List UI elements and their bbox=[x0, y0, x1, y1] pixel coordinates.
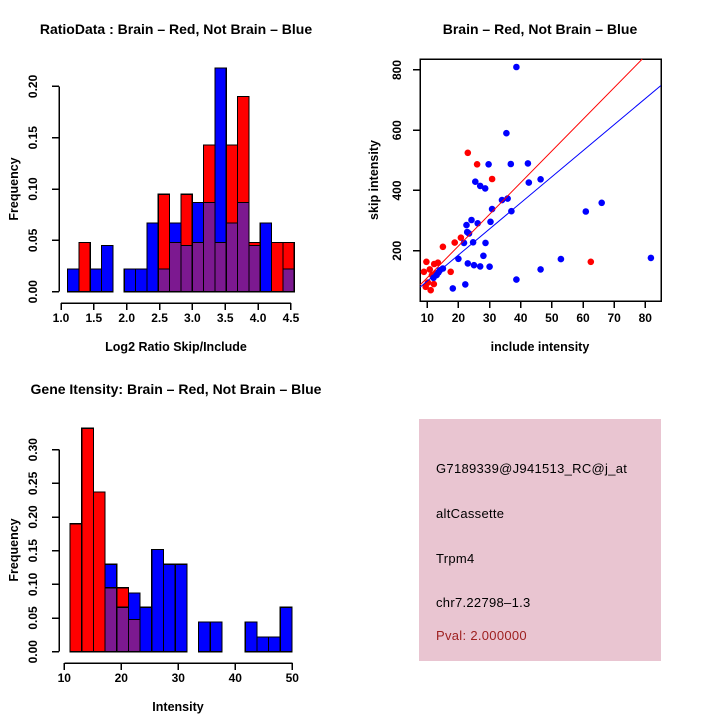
x-tick-label: 70 bbox=[607, 311, 621, 325]
y-axis-label: skip intensity bbox=[367, 140, 381, 220]
histogram-bar bbox=[210, 622, 222, 652]
data-point bbox=[485, 161, 492, 168]
data-point bbox=[450, 285, 457, 292]
x-tick-label: 40 bbox=[228, 671, 242, 685]
histogram-bar bbox=[272, 242, 283, 291]
y-tick-label: 200 bbox=[390, 240, 404, 261]
data-point bbox=[431, 281, 438, 288]
y-tick-label: 0.05 bbox=[26, 606, 40, 630]
data-point bbox=[588, 259, 595, 266]
x-tick-label: 10 bbox=[420, 311, 434, 325]
y-tick-label: 0.15 bbox=[26, 126, 40, 150]
x-tick-label: 20 bbox=[114, 671, 128, 685]
data-point bbox=[537, 266, 544, 273]
histogram-bar bbox=[269, 637, 281, 652]
data-point bbox=[462, 281, 469, 288]
histogram-overlap-bar bbox=[204, 202, 215, 291]
data-point bbox=[465, 260, 472, 267]
y-axis-label: Frequency bbox=[7, 518, 21, 582]
histogram-bar bbox=[140, 607, 152, 651]
histogram-bar bbox=[124, 269, 135, 292]
panel-gene-info bbox=[360, 360, 720, 720]
histogram-overlap-bar bbox=[158, 269, 169, 292]
data-point bbox=[440, 244, 447, 251]
data-point bbox=[468, 217, 475, 224]
x-tick-label: 2.0 bbox=[118, 311, 136, 325]
data-point bbox=[513, 276, 520, 283]
histogram-overlap-bar bbox=[192, 242, 203, 291]
data-point bbox=[513, 64, 520, 71]
data-point bbox=[508, 161, 515, 168]
histogram-bar bbox=[68, 269, 79, 292]
x-tick-label: 80 bbox=[638, 311, 652, 325]
y-axis-label: Frequency bbox=[7, 157, 21, 221]
pval-text: Pval: 2.000000 bbox=[436, 628, 527, 643]
x-tick-label: 30 bbox=[171, 671, 185, 685]
histogram-bar bbox=[280, 607, 292, 651]
data-point bbox=[558, 256, 565, 263]
brain-fit-line bbox=[420, 59, 642, 285]
histogram-bar bbox=[70, 524, 82, 652]
x-tick-label: 50 bbox=[285, 671, 299, 685]
y-tick-label: 0.10 bbox=[26, 177, 40, 201]
data-point bbox=[427, 266, 434, 273]
data-point bbox=[480, 253, 487, 260]
chart-title: Gene Itensity: Brain – Red, Not Brain – Blue bbox=[30, 381, 322, 397]
histogram-overlap-bar bbox=[215, 242, 226, 291]
histogram-overlap-bar bbox=[128, 619, 140, 651]
histogram-bar bbox=[164, 564, 176, 652]
data-point bbox=[537, 176, 544, 183]
histogram-bar bbox=[199, 622, 211, 652]
data-point bbox=[465, 150, 472, 157]
y-tick-label: 0.15 bbox=[26, 539, 40, 563]
histogram-bar bbox=[90, 269, 101, 292]
y-tick-label: 600 bbox=[390, 120, 404, 141]
histogram-overlap-bar bbox=[226, 223, 237, 292]
x-tick-label: 10 bbox=[57, 671, 71, 685]
locus-text: chr7.22798–1.3 bbox=[436, 595, 531, 610]
x-tick-label: 60 bbox=[576, 311, 590, 325]
histogram-bar bbox=[136, 269, 147, 292]
histogram-bar bbox=[93, 492, 105, 652]
x-tick-label: 30 bbox=[482, 311, 497, 325]
histogram-bar bbox=[102, 246, 113, 292]
x-axis-label: Intensity bbox=[152, 700, 204, 714]
gene_intensity_histogram-svg bbox=[0, 360, 360, 720]
x-tick-label: 2.5 bbox=[151, 311, 168, 325]
data-point bbox=[525, 160, 532, 167]
y-tick-label: 0.20 bbox=[26, 505, 40, 529]
panel-intensity-scatter bbox=[360, 0, 720, 360]
data-point bbox=[486, 263, 493, 270]
x-axis-label: include intensity bbox=[490, 340, 590, 354]
data-point bbox=[526, 179, 533, 186]
y-tick-label: 0.25 bbox=[26, 471, 40, 496]
data-point bbox=[648, 255, 655, 262]
x-tick-label: 4.0 bbox=[249, 311, 267, 325]
data-point bbox=[474, 220, 481, 227]
x-tick-label: 4.5 bbox=[282, 311, 300, 325]
data-point bbox=[598, 200, 605, 207]
notbrain-fit-line bbox=[420, 86, 661, 288]
histogram-overlap-bar bbox=[249, 246, 260, 292]
chart-title: Brain – Red, Not Brain – Blue bbox=[442, 21, 638, 37]
data-point bbox=[489, 176, 496, 183]
histogram-bar bbox=[79, 242, 90, 291]
data-point bbox=[451, 239, 458, 246]
probe-id-text: G7189339@J941513_RC@j_at bbox=[436, 461, 628, 476]
y-tick-label: 0.05 bbox=[26, 228, 40, 253]
y-tick-label: 0.10 bbox=[26, 572, 40, 597]
intensity_scatter-svg bbox=[360, 0, 720, 360]
histogram-bar bbox=[152, 549, 164, 651]
ratio_histogram-svg bbox=[0, 0, 360, 360]
histogram-overlap-bar bbox=[283, 269, 294, 292]
histogram-overlap-bar bbox=[181, 246, 192, 292]
x-tick-label: 20 bbox=[451, 311, 466, 325]
y-tick-label: 0.30 bbox=[26, 438, 40, 462]
data-point bbox=[583, 208, 590, 215]
data-point bbox=[474, 161, 481, 168]
histogram-overlap-bar bbox=[170, 242, 181, 291]
x-tick-label: 1.0 bbox=[52, 311, 70, 325]
data-point bbox=[482, 240, 489, 247]
x-tick-label: 3.5 bbox=[216, 311, 234, 325]
histogram-bar bbox=[175, 564, 187, 652]
histogram-overlap-bar bbox=[117, 607, 129, 651]
y-tick-label: 800 bbox=[390, 59, 404, 81]
y-tick-label: 400 bbox=[390, 180, 404, 201]
gene-info-box bbox=[419, 419, 661, 661]
data-point bbox=[482, 185, 489, 192]
event-type-text: altCassette bbox=[436, 506, 505, 521]
y-tick-label: 0.20 bbox=[26, 74, 40, 99]
panel-gene-intensity-histogram bbox=[0, 360, 360, 720]
y-tick-label: 0.00 bbox=[26, 640, 40, 664]
histogram-bar bbox=[260, 223, 271, 292]
data-point bbox=[463, 222, 470, 229]
histogram-bar bbox=[245, 622, 257, 652]
x-axis-label: Log2 Ratio Skip/Include bbox=[105, 340, 247, 354]
gene-name-text: Trpm4 bbox=[436, 551, 475, 566]
x-tick-label: 40 bbox=[514, 311, 528, 325]
histogram-bar bbox=[82, 428, 94, 652]
histogram-overlap-bar bbox=[238, 202, 249, 291]
histogram-overlap-bar bbox=[105, 588, 117, 652]
x-tick-label: 3.0 bbox=[184, 311, 201, 325]
data-point bbox=[421, 269, 428, 276]
chart-title: RatioData : Brain – Red, Not Brain – Blue bbox=[39, 21, 313, 37]
histogram-bar bbox=[257, 637, 269, 652]
data-point bbox=[447, 269, 454, 276]
x-tick-label: 50 bbox=[545, 311, 559, 325]
data-point bbox=[477, 263, 484, 270]
data-point bbox=[487, 219, 494, 226]
data-point bbox=[471, 262, 478, 269]
data-point bbox=[423, 259, 430, 266]
histogram-bar bbox=[147, 223, 158, 292]
x-tick-label: 1.5 bbox=[85, 311, 103, 325]
data-point bbox=[503, 130, 510, 137]
panel-ratio-histogram bbox=[0, 0, 360, 360]
y-tick-label: 0.00 bbox=[26, 280, 40, 304]
